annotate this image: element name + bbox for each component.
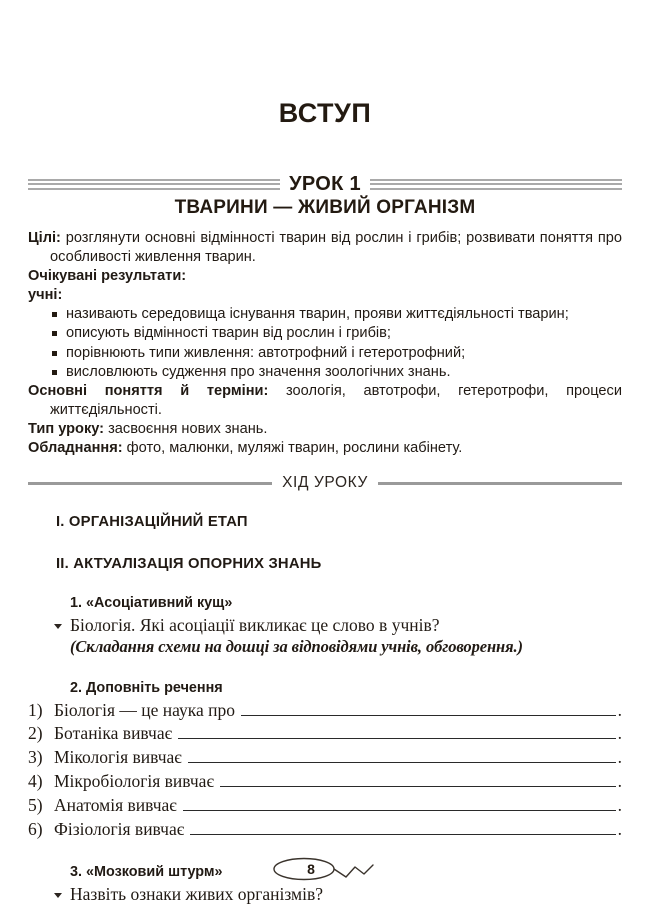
list-item: висловлюють судження про значення зоологічних знань. [28,363,622,382]
page-number: 8 [307,861,315,877]
list-item: називають середовища існування тварин, прояви життєдіяльності тварин; [28,305,622,324]
fill-in-blank[interactable] [190,819,615,834]
list-item: описують відмінності тварин від рослин і грибів; [28,324,622,343]
fill-in-blank[interactable] [241,700,616,715]
lesson-type-paragraph [28,420,622,439]
fill-in-blank[interactable] [183,796,616,811]
lesson-number: УРОК 1 [289,173,361,195]
goals-paragraph [28,229,622,267]
fill-in-blank[interactable] [188,748,616,763]
fill-in-row[interactable] [28,818,622,842]
task-1-note: (Складання схеми на дошці за відповідями учнів, обговорення.) [70,636,523,656]
terms-label: Основні поняття й терміни: [28,382,269,399]
fill-in-end: . [617,723,622,744]
fill-in-label: Мікробіологія вивчає [54,771,214,792]
course-banner [28,474,622,492]
section-heading-stage-two: II. АКТУАЛІЗАЦІЯ ОПОРНИХ ЗНАНЬ [56,556,322,573]
fill-in-label: Мікологія вивчає [54,747,182,768]
fill-in-end: . [617,699,622,720]
equipment-paragraph [28,439,622,458]
fill-in-row[interactable] [28,746,622,770]
fill-in-label: Фізіологія вивчає [54,818,185,839]
fill-in-number: 6) [28,818,43,839]
fill-in-label: Анатомія вивчає [54,794,177,815]
lesson-banner [28,174,622,194]
fill-in-label: Ботаніка вивчає [54,723,173,744]
fill-in-end: . [617,818,622,839]
lesson-type-label: Тип уроку: [28,420,105,437]
fill-in-list [28,699,622,842]
task-3-question-text: Назвіть ознаки живих організмів? [70,884,323,905]
course-rule-left [28,482,272,485]
fill-in-number: 3) [28,747,43,768]
fill-in-blank[interactable] [178,724,616,739]
fill-in-end: . [617,747,622,768]
list-item: порівнюють типи живлення: автотрофний і гетеротрофний; [28,344,622,363]
goals-text: розглянути основні відмінності тварин від рослин і грибів; розвивати поняття про особливості живлення тварин. [50,229,622,265]
expected-results-label: Очікувані результати: [28,268,187,285]
part-title: ВСТУП [278,98,372,128]
task-2-title: 2. Доповніть речення [70,679,223,696]
pupils-label: учні: [28,287,63,304]
equipment-label: Обладнання: [28,440,123,457]
fill-in-number: 2) [28,723,43,744]
fill-in-end: . [617,794,622,815]
page-footer [0,854,650,888]
fill-in-label: Біологія — це наука про [54,699,235,720]
fill-in-blank[interactable] [220,772,616,787]
lesson-type-text: засвоєння нових знань. [104,420,268,437]
banner-rule-right [370,179,622,190]
outcomes-list [28,305,622,381]
fill-in-row[interactable] [28,722,622,746]
course-title: ХІД УРОКУ [282,474,368,492]
terms-paragraph [28,382,622,420]
fill-in-end: . [617,771,622,792]
task-1-question-text: Біологія. Які асоціації викликає це слово в учнів? [70,615,440,636]
fill-in-number: 4) [28,771,43,792]
goals-label: Цілі: [28,229,61,246]
lesson-meta [28,229,622,458]
fill-in-number: 1) [28,699,43,720]
fill-in-row[interactable] [28,770,622,794]
task-1-title: 1. «Асоціативний кущ» [70,595,233,612]
task-1-question [28,615,622,656]
fill-in-row[interactable] [28,794,622,818]
section-heading-stage-one: I. ОРГАНІЗАЦІЙНИЙ ЕТАП [56,514,248,531]
terms-text: зоологія, автотрофи, гетеротрофи, процеси життєдіяльності. [50,382,622,418]
fill-in-row[interactable] [28,699,622,723]
course-rule-right [378,482,622,485]
fill-in-number: 5) [28,794,43,815]
task-3-title: 3. «Мозковий штурм» [70,864,223,881]
lesson-subtitle: ТВАРИНИ — ЖИВИЙ ОРГАНІЗМ [174,197,476,218]
equipment-text: фото, малюнки, муляжі тварин, рослини кабінету. [122,440,463,457]
banner-rule-left [28,179,280,190]
